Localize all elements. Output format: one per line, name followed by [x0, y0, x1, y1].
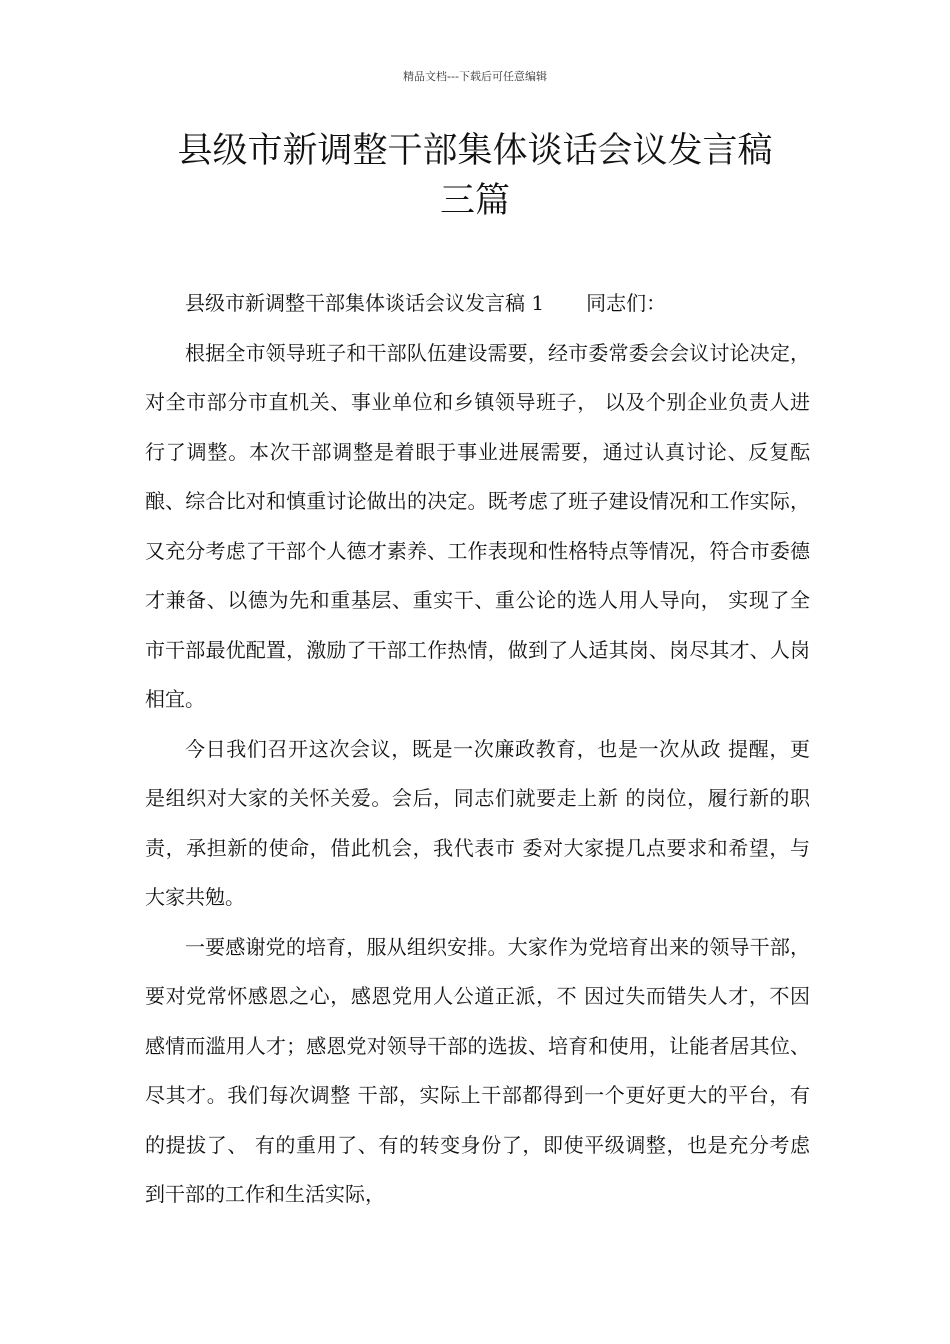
paragraph-2: 今日我们召开这次会议，既是一次廉政教育，也是一次从政 提醒，更是组织对大家的关怀关爱。会后，同志们就要走上新 的岗位，履行新的职责，承担新的使命，借此机会，我代表市 委对大家提几点要求和希望，与大家共勉。 — [145, 736, 810, 909]
intro-line — [145, 279, 810, 329]
paragraph-3: 一要感谢党的培育，服从组织安排。大家作为党培育出来的领导干部，要对党常怀感恩之心，感恩党用人公道正派，不 因过失而错失人才，不因感情而滥用人才；感恩党对领导干部的选拔、培育和使用，让能者居其位、尽其才。我们每次调整 干部，实际上干部都得到一个更好更大的平台，有的提拔了、 有的重用了、有的转变身份了，即使平级调整，也是充分考虑 到干部的工作和生活实际， — [145, 934, 810, 1206]
header-note: 精品文档---下载后可任意编辑 — [403, 70, 547, 83]
document-body — [145, 279, 810, 1220]
title-line-2: 三篇 — [439, 181, 510, 221]
greeting: 同志们： — [586, 291, 667, 315]
document-title — [60, 126, 890, 226]
paragraph-1: 根据全市领导班子和干部队伍建设需要，经市委常委会会议讨论决定，对全市部分市直机关、事业单位和乡镇领导班子， 以及个别企业负责人进行了调整。本次干部调整是着眼于事业进展需要，通过认真讨论、反复酝酿、综合比对和慎重讨论做出的决定。既考虑了班子建设情况和工作实际，又充分考虑了干部个人德才素养、工作表现和性格特点等情况，符合市委德才兼备、以德为先和重基层、重实干、重公论的选人用人导向， 实现了全市干部最优配置，激励了干部工作热情，做到了人适其岗、岗尽其才、人岗相宜。 — [145, 340, 810, 711]
title-line-1: 县级市新调整干部集体谈话会议发言稿 — [177, 131, 773, 171]
section-heading: 县级市新调整干部集体谈话会议发言稿 1 — [185, 291, 545, 315]
